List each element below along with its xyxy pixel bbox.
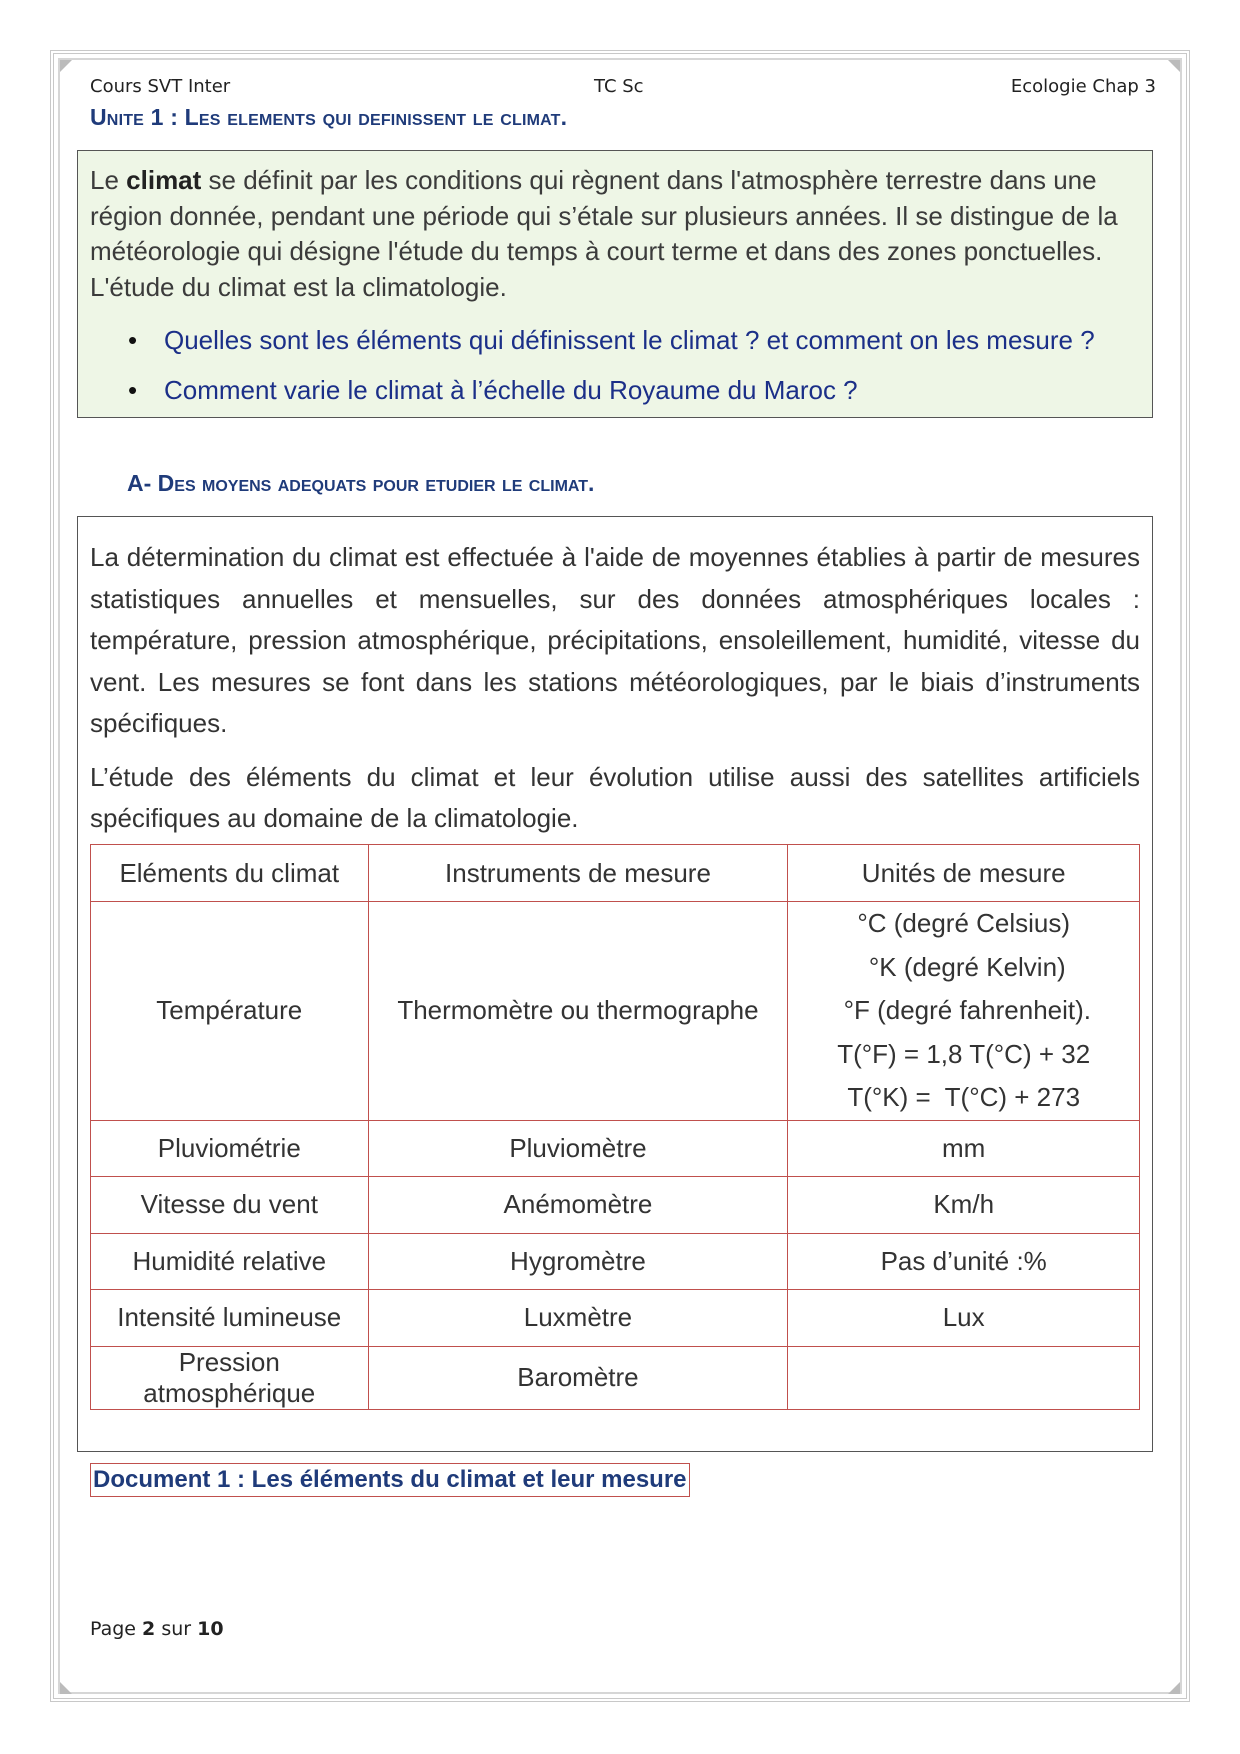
table-cell: Km/h — [788, 1177, 1140, 1234]
unit-line: T(°F) = 1,8 T(°C) + 32 — [837, 1038, 1091, 1069]
table-cell: Humidité relative — [91, 1233, 369, 1290]
question-item — [90, 315, 1140, 365]
unit-line: °F (degré fahrenheit). — [836, 995, 1091, 1025]
table-cell: Hygromètre — [368, 1233, 788, 1290]
table-cell: Luxmètre — [368, 1290, 788, 1347]
table-cell: Pluviométrie — [91, 1120, 369, 1177]
frame-corner-bottom-left — [60, 1682, 72, 1694]
intro-keyword: climat — [126, 165, 202, 195]
table-cell: Pas d’unité :% — [788, 1233, 1140, 1290]
intro-paragraph — [90, 163, 1140, 305]
temperature-units-cell — [788, 902, 1140, 1121]
question-list — [90, 315, 1140, 415]
page-footer — [90, 1618, 224, 1640]
frame-corner-bottom-right — [1168, 1682, 1180, 1694]
table-header: Instruments de mesure — [368, 845, 788, 902]
unit-line: °K (degré Kelvin) — [861, 951, 1066, 982]
unit-title: Unite 1 : Les elements qui definissent le climat. — [90, 104, 568, 130]
table-cell: Baromètre — [368, 1346, 788, 1409]
question-text: Quelles sont les éléments qui définissent le climat ? et comment on les mesure ? — [164, 325, 1095, 355]
table-cell — [91, 1346, 369, 1409]
unit-line: T(°K) = T(°C) + 273 — [847, 1082, 1081, 1112]
footer-prefix: Page — [90, 1618, 143, 1640]
intro-box — [77, 150, 1153, 418]
table-cell — [788, 1346, 1140, 1409]
bullet-icon: • — [128, 375, 138, 405]
table-cell: Température — [91, 902, 369, 1121]
table-row — [91, 1120, 1140, 1177]
header-level: TC Sc — [594, 76, 644, 97]
pressure-line-2: atmosphérique — [143, 1377, 316, 1408]
footer-page-total: 10 — [197, 1618, 224, 1640]
table-cell: Lux — [788, 1290, 1140, 1347]
question-item — [90, 365, 1140, 415]
page-header — [90, 76, 1156, 100]
table-header: Unités de mesure — [788, 845, 1140, 902]
bullet-icon: • — [128, 325, 138, 355]
document-box — [77, 516, 1153, 1452]
table-cell: Vitesse du vent — [91, 1177, 369, 1234]
section-a-title: A- Des moyens adequats pour etudier le climat. — [127, 470, 595, 496]
header-course: Cours SVT Inter — [90, 76, 231, 97]
pressure-line-1: Pression — [178, 1346, 280, 1377]
intro-lead: Le — [90, 165, 127, 195]
table-row — [91, 902, 1140, 1121]
table-cell: Thermomètre ou thermographe — [368, 902, 788, 1121]
paragraph-1: La détermination du climat est effectuée à l'aide de moyennes établies à partir de mesures statistiques annuelles et mensuelles, sur des données atmosphériques locales : température, pression atmosphérique, précipitations, ensoleillement, humidité, vitesse du vent. Les mesures se font dans les stations météorologiques, par le biais d’instruments spécifiques. — [90, 542, 1140, 738]
climate-measures-table — [90, 844, 1140, 1410]
table-row — [91, 1346, 1140, 1409]
footer-page-number: 2 — [142, 1618, 156, 1640]
frame-corner-top-right — [1168, 60, 1180, 72]
table-cell: mm — [788, 1120, 1140, 1177]
frame-corner-top-left — [60, 60, 72, 72]
footer-middle: sur — [155, 1618, 198, 1640]
table-header: Eléments du climat — [91, 845, 369, 902]
table-row — [91, 1233, 1140, 1290]
table-cell: Anémomètre — [368, 1177, 788, 1234]
table-row — [91, 1290, 1140, 1347]
table-cell: Intensité lumineuse — [91, 1290, 369, 1347]
table-header-row — [91, 845, 1140, 902]
question-text: Comment varie le climat à l’échelle du Royaume du Maroc ? — [164, 375, 858, 405]
header-chapter: Ecologie Chap 3 — [1010, 76, 1156, 97]
table-row — [91, 1177, 1140, 1234]
unit-line: °C (degré Celsius) — [857, 908, 1071, 938]
paragraph-2: L’étude des éléments du climat et leur évolution utilise aussi des satellites artificiels spécifiques au domaine de la climatologie. — [90, 761, 1140, 833]
intro-text: se définit par les conditions qui règnent dans l'atmosphère terrestre dans une région donnée, pendant une période qui s’étale sur plusieurs années. Il se distingue de la météorologie qui désigne l'étude du temps à court terme et dans des zones ponctuelles. L'étude du climat est la climatologie. — [90, 165, 1118, 302]
document-caption: Document 1 : Les éléments du climat et leur mesure — [90, 1463, 690, 1497]
table-cell: Pluviomètre — [368, 1120, 788, 1177]
